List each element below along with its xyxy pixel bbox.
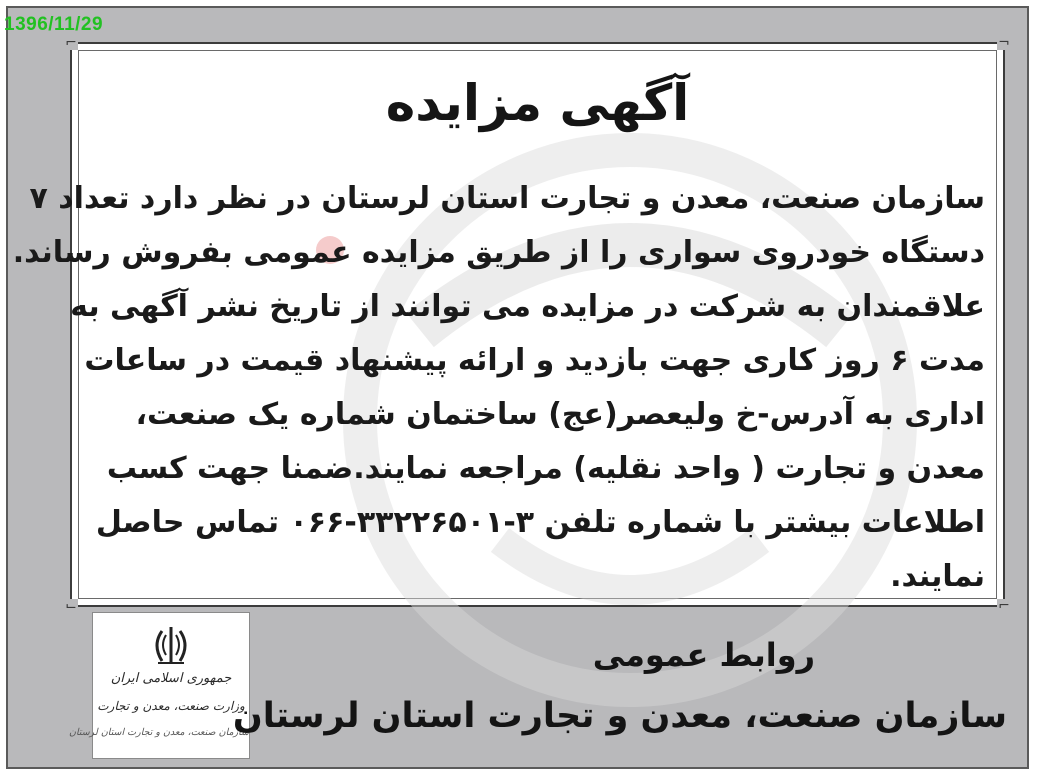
logo-line: جمهوری اسلامی ایران [110, 671, 232, 686]
ministry-logo [68, 612, 250, 759]
body-line: اطلاعات بیشتر با شماره تلفن ۳-۳۳۲۲۶۵۰۱-۰۶۶ تماس حاصل [95, 505, 985, 540]
footer-organization: سازمان صنعت، معدن و تجارت استان لرستان [232, 696, 1007, 736]
notice-panel [12, 35, 1010, 614]
notice-body [12, 172, 985, 604]
body-line: مدت ۶ روز کاری جهت بازدید و ارائه پیشنهاد قیمت در ساعات [84, 343, 985, 378]
body-line: نمایند. [890, 559, 985, 594]
corner-ornament-icon: ⌙ [65, 598, 77, 614]
body-line: معدن و تجارت ( واحد نقلیه) مراجعه نمایند.ضمنا جهت کسب [106, 451, 985, 486]
logo-line: وزارت صنعت، معدن و تجارت [97, 699, 245, 713]
iran-emblem-icon [148, 623, 194, 667]
corner-ornament-icon: ¬ [998, 35, 1010, 51]
corner-ornament-icon: ⌐ [65, 35, 77, 51]
date-stamp: 1396/11/29 [4, 14, 104, 35]
body-line: اداری به آدرس-خ ولیعصر(عج) ساختمان شماره یک صنعت، [135, 397, 985, 432]
corner-ornament-icon: ⌐ [998, 598, 1010, 614]
footer-department: روابط عمومی [592, 636, 815, 674]
body-line: علاقمندان به شرکت در مزایده می توانند از تاریخ نشر آگهی به [70, 289, 985, 324]
notice-title: آگهی مزایده [385, 74, 690, 132]
logo-line: سازمان صنعت، معدن و تجارت استان لرستان [68, 727, 249, 738]
body-line: دستگاه خودروی سواری را از طریق مزایده عمومی بفروش رساند. [12, 235, 985, 270]
body-line: سازمان صنعت، معدن و تجارت استان لرستان در نظر دارد تعداد ۷ [29, 181, 985, 216]
